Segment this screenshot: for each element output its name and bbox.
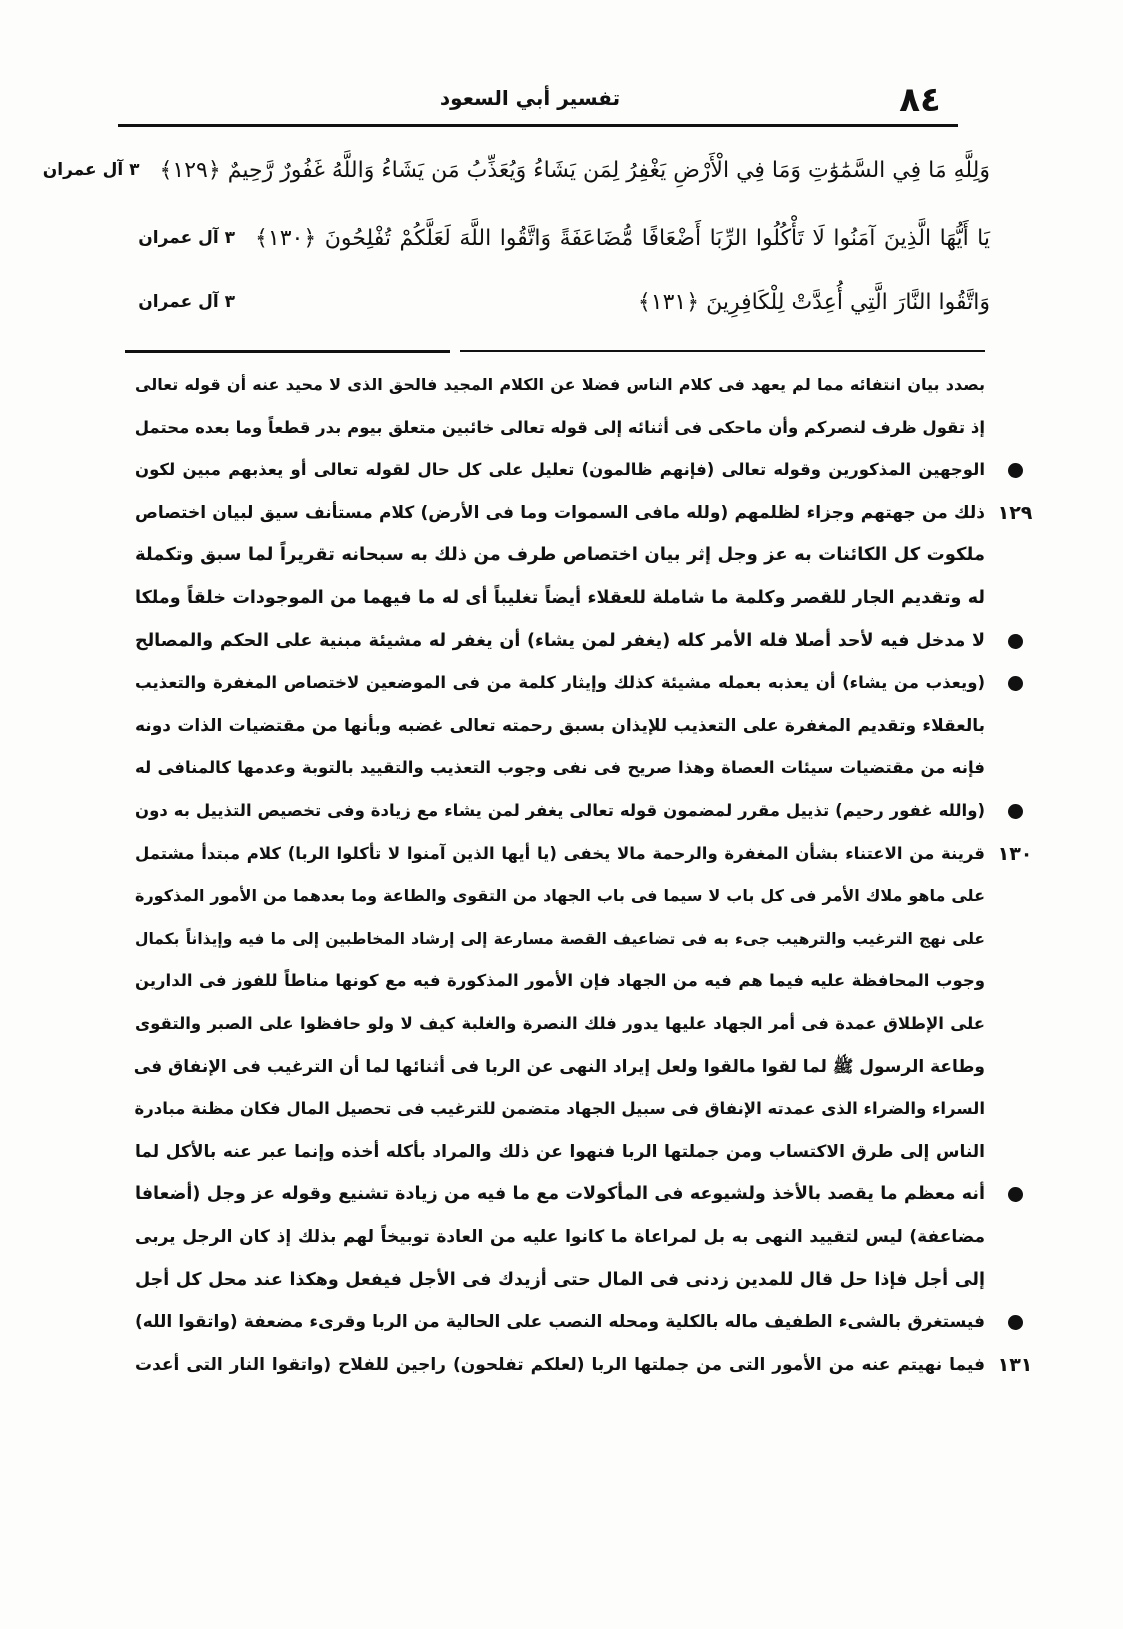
quran-verse-129 <box>42 150 990 190</box>
commentary-line: أنه معظم ما يقصد بالأخذ ولشيوعه فى المأكولات مع ما فيه من زيادة تشنيع وقوله عز وجل (أضعافا <box>135 1184 985 1205</box>
commentary-line: الوجهين المذكورين وقوله تعالى (فإنهم ظالمون) تعليل على كل حال لقوله تعالى أو يعذبهم مبين لكون <box>135 460 985 480</box>
commentary-line: على نهج الترغيب والترهيب جىء به فى تضاعيف القصة مسارعة إلى إرشاد المخاطبين إلى ما فيه وإيذاناً بكمال <box>135 929 985 948</box>
surah-reference: ٣ آل عمران <box>138 228 235 248</box>
header-rule <box>118 124 958 127</box>
commentary-line: ملكوت كل الكائنات به عز وجل إثر بيان اختصاص طرف من ذلك به سبحانه تقريراً لما سبق وتكملة <box>135 544 985 566</box>
commentary-line: فيستغرق بالشىء الطفيف ماله بالكلية ومحله النصب على الحالية من الربا وقرىء مضعفة (واتقوا الله) <box>135 1312 985 1333</box>
quran-verse-130 <box>140 218 990 258</box>
quran-verse-text: وَاتَّقُوا النَّارَ الَّتِي أُعِدَّتْ لِلْكَافِرِينَ ﴿١٣١﴾ <box>637 289 990 315</box>
commentary-line: بصدد بيان انتفائه مما لم يعهد فى كلام الناس فضلا عن الكلام المجيد فالحق الذى لا محيد عنه أن قوله تعالى <box>135 375 985 394</box>
commentary-line: له وتقديم الجار للقصر وكلمة ما شاملة للعقلاء أيضاً تغليباً أى له ما فيهما من الموجودات خلقاً وملكا <box>135 588 985 608</box>
commentary-line: ذلك من جهتهم وجزاء لظلمهم (ولله مافى السموات وما فى الأرض) كلام مستأنف سيق لبيان اختصاص <box>135 502 985 523</box>
commentary-line: إذ تقول ظرف لنصركم وأن ماحكى فى أثنائه إلى قوله تعالى خائبين متعلق بيوم بدر قطعاً وما بعده محتمل <box>134 417 985 437</box>
separator-rule-left <box>125 350 450 353</box>
quran-verse-text: يَا أَيُّهَا الَّذِينَ آمَنُوا لَا تَأْكُلُوا الرِّبَا أَضْعَافًا مُّضَاعَفَةً وَاتَّقُوا اللَّهَ لَعَلَّكُمْ تُفْلِحُونَ ﴿١٣٠﴾ <box>255 225 990 251</box>
commentary-line: (ويعذب من يشاء) أن يعذبه بعمله مشيئة كذلك وإيثار كلمة من فى الموضعين لاختصاص المغفرة والتعذيب <box>135 673 985 693</box>
verse-number-marker: ١٣٠ <box>997 842 1033 865</box>
commentary-line: على الإطلاق عمدة فى أمر الجهاد عليها يدور فلك النصرة والغلبة كيف لا ولو حافظوا على الصبر والتقوى <box>135 1014 985 1033</box>
commentary-line: على ماهو ملاك الأمر فى كل باب لا سيما فى باب الجهاد من التقوى والطاعة وما بعدهما من الأمور المذكورة <box>135 886 985 906</box>
bullet-icon <box>1008 1187 1023 1202</box>
bullet-icon <box>1008 676 1023 691</box>
commentary-line: وطاعة الرسول ﷺ لما لقوا مالقوا ولعل إيراد النهى عن الربا فى أثنائها لما أن الترغيب فى الإنفاق فى <box>133 1056 985 1077</box>
surah-reference: ٣ آل عمران <box>138 292 235 312</box>
paragraph-bullet <box>995 790 1035 832</box>
verse-number-marker: ١٢٩ <box>997 501 1033 524</box>
commentary-line: وجوب المحافظة عليه فيما هم فيه من الجهاد فإن الأمور المذكورة فيه مع كونها مناطاً للفوز فى الدارين <box>135 971 985 991</box>
commentary-line: إلى أجل فإذا حل قال للمدين زدنى فى المال حتى أزيدك فى الأجل فيفعل وهكذا عند محل كل أجل <box>135 1269 985 1290</box>
bullet-icon <box>1008 804 1023 819</box>
commentary-line: الناس إلى طرق الاكتساب ومن جملتها الربا فنهوا عن ذلك والمراد بأكله أخذه وإنما عبر عنه بالأكل لما <box>135 1141 985 1162</box>
bullet-icon <box>1008 463 1023 478</box>
surah-reference: ٣ آل عمران <box>42 160 140 180</box>
commentary-line: السراء والضراء الذى عمدته الإنفاق فى سبيل الجهاد متضمن للترغيب فى تحصيل المال فكان مظنة مبادرة <box>134 1099 985 1119</box>
commentary-line: فإنه من مقتضيات سيئات العصاة وهذا صريح فى نفى وجوب التعذيب والتقييد بالتوبة وعدمها كالمنافى له <box>135 758 985 778</box>
paragraph-bullet <box>995 1301 1035 1343</box>
running-title: تفسير أبي السعود <box>439 86 621 110</box>
commentary-line: بالعقلاء وتقديم المغفرة على التعذيب للإيذان بسبق رحمته تعالى غضبه وبأنها من مقتضيات الذات دونه <box>135 715 985 736</box>
paragraph-bullet <box>995 620 1035 662</box>
bullet-icon <box>1008 1315 1023 1330</box>
paragraph-bullet <box>995 449 1035 491</box>
quran-verse-131 <box>140 282 990 322</box>
commentary-line: مضاعفة) ليس لتقييد النهى به بل لمراعاة ما كانوا عليه من العادة توبيخاً لهم بذلك إذ كان الرجل يربى <box>135 1227 985 1247</box>
page-number: ٨٤ <box>899 80 941 120</box>
paragraph-bullet <box>995 1173 1035 1215</box>
separator-rule-right <box>460 350 985 352</box>
verse-number-marker: ١٣١ <box>997 1353 1033 1376</box>
commentary-line: قرينة من الاعتناء بشأن المغفرة والرحمة مالا يخفى (يا أيها الذين آمنوا لا تأكلوا الربا) كلام مبتدأ مشتمل <box>135 843 985 863</box>
commentary-line: لا مدخل فيه لأحد أصلا فله الأمر كله (يغفر لمن يشاء) أن يغفر له مشيئة مبنية على الحكم والمصالح <box>135 630 985 651</box>
bullet-icon <box>1008 634 1023 649</box>
commentary-line: فيما نهيتم عنه من الأمور التى من جملتها الربا (لعلكم تفلحون) راجين للفلاح (واتقوا النار التى أعدت <box>135 1354 985 1375</box>
quran-verse-text: وَلِلَّهِ مَا فِي السَّمَٰوَٰتِ وَمَا فِي الْأَرْضِ يَغْفِرُ لِمَن يَشَاءُ وَيُعَذِّبُ مَن يَشَاءُ وَاللَّهُ غَفُورٌ رَّحِيمٌ ﴿١٢٩﴾ <box>159 157 990 183</box>
commentary-line: (والله غفور رحيم) تذييل مقرر لمضمون قوله تعالى يغفر لمن يشاء مع زيادة وفى تخصيص التذييل به دون <box>135 801 985 820</box>
paragraph-bullet <box>995 662 1035 704</box>
